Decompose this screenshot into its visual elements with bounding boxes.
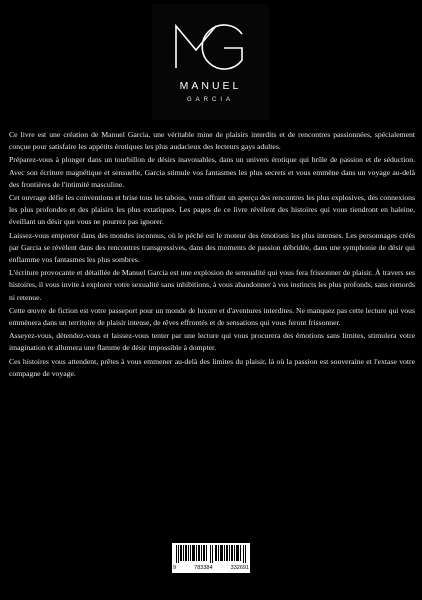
blurb-paragraph: L'écriture provocante et détaillée de Manuel Garcia est une explosion de sensualité qui vous fera frissonner de plaisir. À travers ses histoires, il vous invite à explorer votre sexualité sans inhibitions, à vous abandonner à vos instincts les plus profonds, sans remords ni retenue. (9, 268, 415, 302)
blurb-paragraph: Ce livre est une création de Manuel Garcia, une véritable mine de plaisirs interdits et de rencontres passionnées, spécialement conçue pour satisfaire les appétits érotiques les plus audacieux des lecteurs gays adultes. (9, 130, 415, 152)
isbn-barcode (172, 543, 250, 573)
blurb-paragraph: Ces histoires vous attendent, prêtes à vous emmener au-delà des limites du plaisir, là où la passion est souveraine et l'extase votre compagne de voyage. (9, 356, 415, 378)
barcode-icon (176, 545, 246, 563)
blurb (9, 129, 415, 381)
logo-name: MANUEL (179, 80, 242, 92)
blurb-paragraph: Préparez-vous à plonger dans un tourbillon de désirs inavouables, dans un univers érotique qui brûle de passion et de séduction. Avec son écriture magnétique et sensuelle, Garcia stimule vos fantasmes les plus secrets et vous emmène dans un voyage au-delà des frontières de l'intimité masculine. (9, 155, 415, 189)
blurb-paragraph: Cette œuvre de fiction est votre passeport pour un monde de luxure et d'aventures interdites. Ne manquez pas cette lecture qui vous emmènera dans un territoire de plaisir intense, de rêves effrontés et de sensations qui vous feront frissonner. (9, 305, 415, 328)
barcode-group-1: 783384 (194, 565, 213, 571)
barcode-lead-digit: 9 (173, 565, 177, 571)
blurb-paragraph: Laissez-vous emporter dans des mondes inconnus, où le péché est le moteur des émotions les plus intenses. Les personnages créés par Garcia se révèlent dans des rencontres transgressives, dans des moments de passion débridée, dans une symphonie de désir qui enflamme vos fantasmes les plus sombres. (9, 230, 415, 265)
author-logo (152, 4, 269, 120)
barcode-digits (173, 564, 249, 572)
blurb-paragraph: Asseyez-vous, détendez-vous et laissez-vous tenter par une lecture qui vous procurera des émotions sans limites, stimulera votre imagination et allumera une flamme de désir impossible à dompter. (9, 331, 415, 353)
blurb-paragraph: Cet ouvrage défie les conventions et brise tous les tabous, vous offrant un aperçu des rencontres les plus explosives, des connexions les plus profondes et des plaisirs les plus extatiques. Les pages de ce livre révèlent des histoires qui vous tiendront en haleine, éveillant un désir que vous ne pourrez pas ignorer. (9, 193, 415, 227)
barcode-group-2: 332691 (230, 565, 249, 571)
logo-subtitle: GARCIA (186, 97, 234, 103)
mg-monogram-icon (172, 20, 248, 72)
